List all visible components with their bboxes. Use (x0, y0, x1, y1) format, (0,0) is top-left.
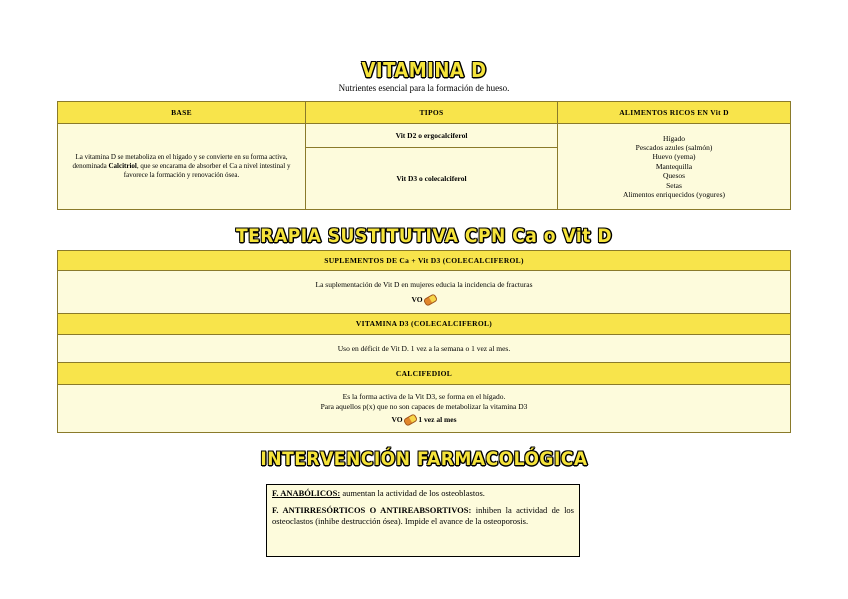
anabolicos-label: F. ANABÓLICOS: (272, 488, 341, 498)
calcifediol-route (61, 415, 787, 424)
antirresorticos-label: F. ANTIRRESÓRTICOS O ANTIREABSORTIVOS: (272, 505, 472, 516)
alimento-item: Quesos (662, 171, 686, 181)
suplementos-header: SUPLEMENTOS DE Ca + Vit D3 (COLECALCIFEROL) (58, 251, 791, 271)
vitamina-d3-text: Uso en déficit de Vit D. 1 vez a la semana o 1 vez al mes. (58, 335, 791, 363)
pill-icon (402, 414, 417, 427)
calcifediol-frequency: 1 vez al mes (418, 415, 457, 425)
suplementos-route (61, 295, 787, 304)
route-vo: VO (411, 295, 423, 304)
alimento-item: Hígado (662, 133, 686, 143)
calcifediol-body (58, 385, 791, 433)
header-base: BASE (58, 102, 306, 124)
vitamina-d3-header: VITAMINA D3 (COLECALCIFEROL) (58, 314, 791, 335)
vitamina-d-subtitle: Nutrientes esencial para la formación de hueso. (338, 83, 510, 93)
calcifediol-header: CALCIFEDIOL (58, 363, 791, 385)
alimento-item: Mantequilla (655, 161, 693, 171)
suplementos-text: La suplementación de Vit D en mujeres educia la incidencia de fracturas (315, 279, 533, 289)
header-alimentos: ALIMENTOS RICOS EN Vit D (558, 102, 791, 124)
intervencion-box (266, 484, 580, 557)
base-text-bold: Calcitriol (108, 162, 137, 171)
route-vo: VO (391, 415, 403, 425)
alimentos-list (558, 124, 791, 210)
alimento-item: Setas (666, 180, 682, 190)
vitamina-d-table (57, 101, 791, 210)
anabolicos-text: aumentan la actividad de los osteoblastos. (340, 488, 485, 498)
alimento-item: Huevo (yema) (652, 152, 696, 162)
tipo-d2: Vit D2 o ergocalciferol (306, 124, 558, 148)
base-description (58, 124, 306, 210)
anabolicos-paragraph (272, 488, 574, 499)
pill-icon (422, 294, 437, 307)
terapia-title: TERAPIA SUSTITUTIVA CPN Ca o Vit D (235, 225, 613, 247)
alimento-item: Pescados azules (salmón) (635, 143, 713, 153)
base-text-pre: La vitamina D se metaboliza en el hígado y se convierte en su forma activa, denominada (72, 153, 288, 171)
calcifediol-line-2: Para aquellos p(x) que no son capaces de metabolizar la vitamina D3 (320, 401, 528, 411)
alimento-item: Alimentos enriquecidos (yogures) (622, 189, 726, 199)
vitamina-d-title: VITAMINA D (361, 58, 487, 82)
intervencion-title: INTERVENCIÓN FARMACOLÓGICA (260, 448, 588, 470)
antirresorticos-text: inhiben la actividad de los osteoclastos (inhibe destrucción ósea). Impide el avance de la osteoporosis. (272, 505, 574, 527)
tipo-d3: Vit D3 o colecalciferol (306, 148, 558, 210)
suplementos-body (58, 271, 791, 314)
base-text-post: , que se encarama de absorber el Ca a nivel intestinal y favorece la formación y renovación ósea. (123, 162, 291, 179)
antirresorticos-paragraph (272, 505, 574, 527)
calcifediol-line-1: Es la forma activa de la Vit D3, se forma en el hígado. (342, 392, 506, 402)
header-tipos: TIPOS (306, 102, 558, 124)
terapia-table (57, 250, 791, 433)
